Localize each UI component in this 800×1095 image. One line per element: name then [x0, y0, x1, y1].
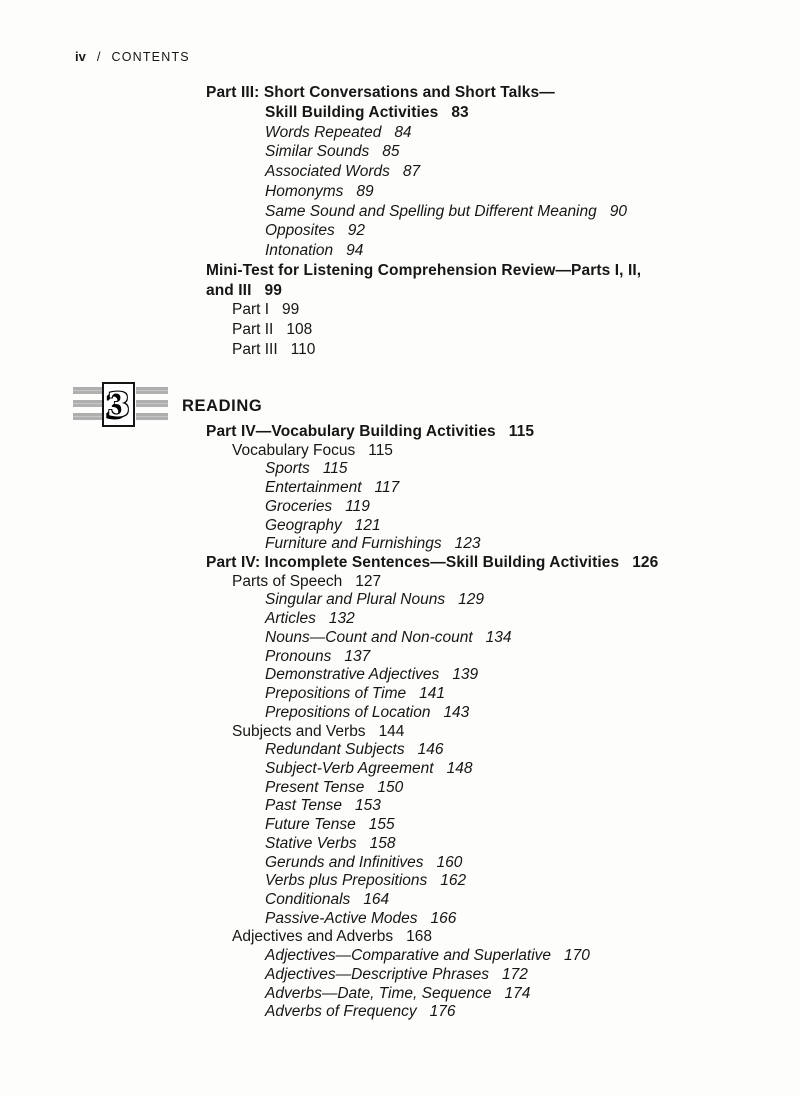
toc-entry-page-number: 85	[382, 143, 400, 161]
toc-entry-page-number: 176	[429, 1003, 456, 1021]
toc-entry	[0, 142, 800, 162]
toc-entry	[0, 629, 800, 648]
toc-entry-title: Mini-Test for Listening Comprehension Review—Parts I, II,	[206, 261, 642, 279]
toc-entry	[0, 554, 800, 573]
toc-entry-title: Part IV: Incomplete Sentences—Skill Building Activities	[206, 554, 620, 572]
toc-entry	[0, 300, 800, 320]
toc-entry-title: Groceries	[265, 497, 333, 515]
toc-entry	[0, 591, 800, 610]
toc-entry	[0, 610, 800, 629]
toc-entry	[0, 123, 800, 143]
toc-entry	[0, 517, 800, 536]
toc-entry-title: Part I	[232, 301, 270, 319]
toc-entry	[0, 261, 800, 281]
toc-entry	[0, 320, 800, 340]
toc-entry	[0, 202, 800, 222]
toc-entry-page-number: 155	[368, 816, 395, 834]
toc-entry-page-number: 115	[368, 441, 393, 459]
toc-entry-page-number: 99	[264, 281, 282, 299]
toc-entry	[0, 1003, 800, 1022]
chapter-number: 3	[107, 385, 130, 424]
toc-entry-title: Intonation	[265, 242, 334, 259]
toc-entry	[0, 182, 800, 202]
toc-entry-page-number: 137	[344, 647, 371, 665]
toc-entry-page-number: 92	[347, 222, 366, 240]
toc-entry-page-number: 108	[286, 321, 313, 338]
toc-entry-page-number: 153	[354, 797, 381, 815]
toc-entry-title: Singular and Plural Nouns	[265, 591, 446, 609]
toc-entry	[0, 281, 800, 301]
toc-entry-title: Opposites	[265, 222, 335, 240]
toc-entry	[0, 891, 800, 910]
toc-entry-page-number: 143	[443, 703, 470, 721]
toc-entry	[0, 103, 800, 123]
toc-entry	[0, 816, 800, 835]
toc-entry-page-number: 129	[458, 591, 484, 609]
toc-entry-title: Verbs plus Prepositions	[265, 872, 428, 890]
toc-entry-title: Geography	[265, 516, 342, 534]
toc-entry-page-number: 123	[454, 535, 481, 553]
toc-entry-title: Vocabulary Focus	[232, 441, 356, 459]
toc-entry	[0, 966, 800, 985]
toc-entry-page-number: 119	[345, 497, 370, 515]
toc-entry-page-number: 87	[402, 163, 421, 180]
toc-entry-page-number: 166	[430, 909, 457, 927]
toc-entry-page-number: 134	[485, 628, 512, 646]
toc-entry-title: Part II	[232, 321, 274, 338]
toc-entry	[0, 872, 800, 891]
toc-entry-title: Nouns—Count and Non-count	[265, 628, 473, 646]
toc-entry-page-number: 84	[394, 123, 412, 141]
toc-entry-page-number: 158	[369, 834, 396, 852]
toc-entry	[0, 760, 800, 779]
toc-entry	[0, 573, 800, 592]
toc-entry-page-number: 132	[328, 610, 355, 628]
badge-stripes-left	[73, 387, 103, 426]
toc-entry-page-number: 144	[378, 722, 405, 740]
toc-entry-page-number: 90	[609, 202, 627, 220]
toc-entry-title: Homonyms	[265, 182, 344, 200]
toc-entry	[0, 854, 800, 873]
toc-entry-page-number: 146	[417, 741, 444, 759]
toc-entry-title: Parts of Speech	[232, 572, 343, 590]
toc-entry	[0, 928, 800, 947]
toc-entry-title: Stative Verbs	[265, 834, 357, 852]
toc-entry-title: Furniture and Furnishings	[265, 535, 442, 553]
toc-entry	[0, 340, 800, 360]
folio-separator: /	[96, 49, 101, 64]
running-head	[75, 49, 190, 65]
toc-entry-title: Passive-Active Modes	[265, 909, 418, 927]
toc-entry-page-number: 162	[440, 872, 467, 890]
toc-entry-title: Future Tense	[265, 816, 356, 834]
toc-entry	[0, 498, 800, 517]
toc-entry-page-number: 94	[346, 242, 364, 259]
toc-entry-page-number: 115	[508, 423, 535, 440]
toc-entry	[0, 648, 800, 667]
toc-entry-page-number: 168	[406, 928, 432, 946]
toc-entry-title: Articles	[265, 610, 316, 628]
chapter-number-box	[102, 382, 135, 427]
toc-entry-page-number: 148	[446, 759, 473, 777]
toc-entry	[0, 704, 800, 723]
toc-entry-title: Conditionals	[265, 890, 351, 908]
toc-entry-title: Prepositions of Time	[265, 685, 407, 703]
toc-entry-title: Part III: Short Conversations and Short Talks—	[206, 84, 555, 101]
toc-entry	[0, 779, 800, 798]
toc-entry-page-number: 141	[419, 685, 446, 703]
toc-entry-title: Entertainment	[265, 479, 362, 497]
toc-entry	[0, 947, 800, 966]
toc-entry-title: Part III	[232, 340, 278, 358]
toc-entry-page-number: 170	[564, 947, 590, 965]
chapter-heading: READING	[182, 397, 263, 415]
toc-entry-title: Prepositions of Location	[265, 703, 431, 721]
toc-entry-title: Adjectives and Adverbs	[232, 928, 394, 946]
toc-entry-page-number: 115	[322, 460, 348, 478]
toc-entry-title: Similar Sounds	[265, 143, 370, 161]
toc-entry-title: Subject-Verb Agreement	[265, 759, 434, 777]
toc-listening-section	[0, 83, 800, 360]
toc-entry-title: Associated Words	[265, 163, 390, 180]
toc-entry-title: Past Tense	[265, 797, 342, 815]
toc-entry-title: Adverbs—Date, Time, Sequence	[265, 984, 492, 1002]
toc-entry	[0, 479, 800, 498]
toc-entry	[0, 723, 800, 742]
toc-entry	[0, 535, 800, 554]
toc-entry-page-number: 139	[452, 666, 479, 684]
toc-entry	[0, 741, 800, 760]
toc-entry-title: Adjectives—Comparative and Superlative	[265, 947, 552, 965]
badge-stripes-right	[136, 387, 168, 426]
toc-entry-title: Gerunds and Infinitives	[265, 853, 424, 871]
toc-entry-page-number: 126	[632, 554, 659, 572]
toc-entry	[0, 835, 800, 854]
toc-entry	[0, 985, 800, 1004]
toc-entry-page-number: 127	[355, 572, 382, 590]
toc-entry	[0, 162, 800, 182]
toc-entry-page-number: 174	[504, 984, 531, 1002]
toc-entry	[0, 666, 800, 685]
toc-entry-page-number: 172	[501, 965, 528, 983]
toc-entry	[0, 83, 800, 103]
toc-entry-title: Adverbs of Frequency	[265, 1003, 417, 1021]
toc-entry-title: Pronouns	[265, 647, 332, 665]
toc-entry-page-number: 117	[374, 479, 400, 497]
toc-entry-title: and III	[206, 281, 252, 299]
toc-entry-page-number: 164	[363, 890, 390, 908]
page-folio: iv	[75, 49, 86, 64]
toc-entry-title: Adjectives—Descriptive Phrases	[265, 965, 489, 983]
toc-entry	[0, 221, 800, 241]
toc-entry-title: Skill Building Activities	[265, 103, 439, 121]
toc-entry	[0, 685, 800, 704]
toc-entry-title: Same Sound and Spelling but Different Meaning	[265, 202, 597, 220]
toc-entry-page-number: 110	[290, 340, 316, 358]
toc-entry-page-number: 89	[356, 182, 374, 200]
running-head-title: CONTENTS	[111, 50, 190, 64]
toc-entry-title: Words Repeated	[265, 123, 382, 141]
toc-entry	[0, 442, 800, 461]
chapter-badge	[73, 382, 168, 429]
toc-entry-page-number: 150	[377, 778, 404, 796]
toc-entry	[0, 797, 800, 816]
toc-entry-page-number: 160	[436, 853, 463, 871]
toc-entry	[0, 241, 800, 261]
toc-entry	[0, 910, 800, 929]
toc-entry	[0, 460, 800, 479]
toc-entry-title: Demonstrative Adjectives	[265, 666, 440, 684]
toc-entry-title: Sports	[265, 460, 310, 478]
toc-entry-title: Redundant Subjects	[265, 741, 405, 759]
toc-entry-page-number: 121	[354, 516, 381, 534]
toc-entry-page-number: 83	[451, 103, 469, 121]
toc-reading-section	[0, 423, 800, 1022]
toc-entry-title: Part IV—Vocabulary Building Activities	[206, 423, 496, 440]
toc-entry-page-number: 99	[282, 301, 300, 319]
toc-entry-title: Present Tense	[265, 778, 365, 796]
toc-entry-title: Subjects and Verbs	[232, 722, 366, 740]
